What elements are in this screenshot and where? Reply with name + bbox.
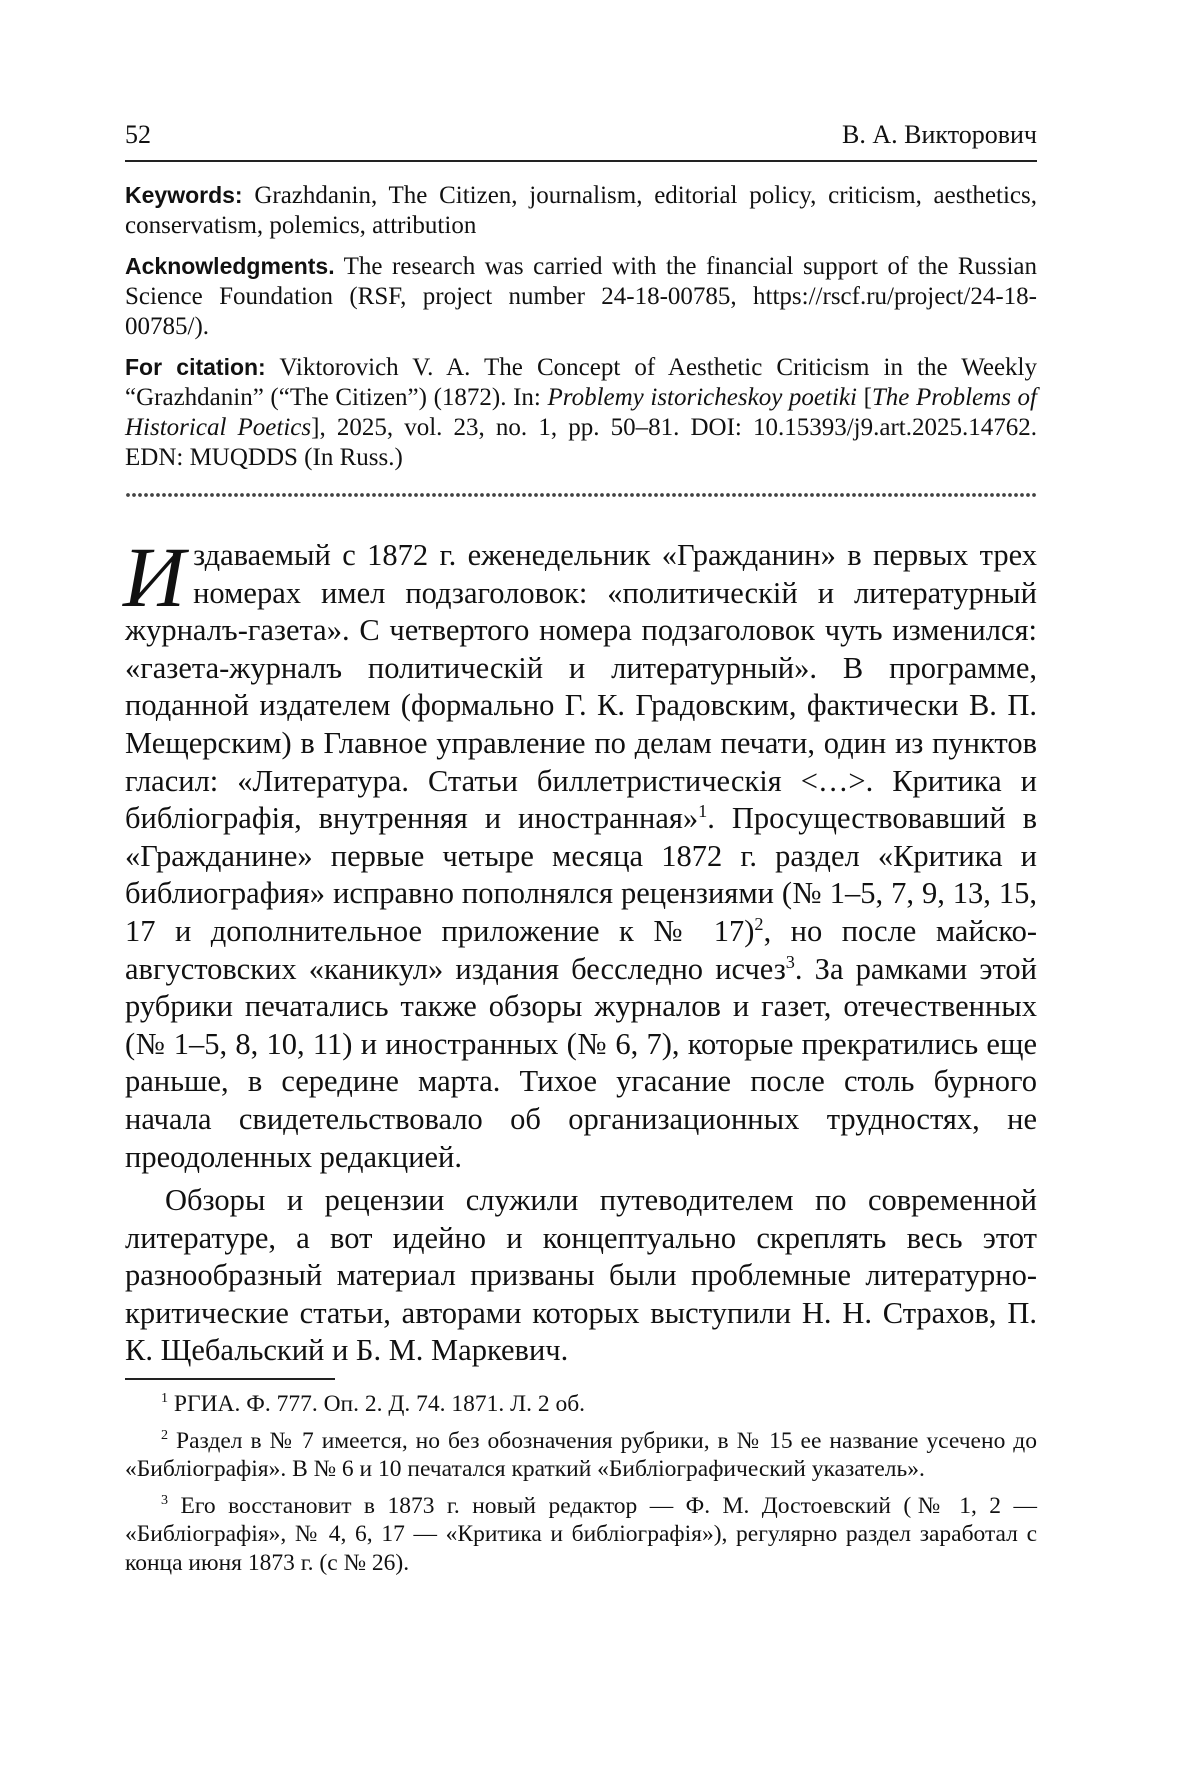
- footnote-1: [125, 1390, 1037, 1419]
- citation-journal: Problemy istoricheskoy poetiki: [547, 384, 857, 411]
- running-head: [125, 120, 1037, 162]
- citation: [125, 352, 1037, 473]
- citation-bracket: [: [856, 384, 872, 411]
- paragraph-1-part-a: здаваемый с 1872 г. еженедельник «Гражданин» в первых трех номерах имел подзаголовок: «политическiй и литературный журналъ-газета». С четвертого номера подзаголовок чуть изменился: «газета-журналъ политическiй и литературный». В программе, поданной издателем (формально Г. К. Градовским, фактически В. П. Мещерским) в Главное управление по делам печати, один из пунктов гласил: «Литература. Статьи биллетристическiя <…>. Критика и библiографiя, внутренняя и иностранная»: [125, 538, 1037, 836]
- footnotes: [125, 1390, 1037, 1577]
- acknowledgments-text: The research was carried with the financial support of the Russian Science Foundation (RSF, project number 24-18-00785, https://rscf.ru/project/24-18-00785/).: [125, 253, 1037, 340]
- footnote-ref-2[interactable]: 2: [754, 913, 764, 934]
- keywords-text: Grazhdanin, The Citizen, journalism, editorial policy, criticism, aesthetics, conservatism, polemics, attribution: [125, 182, 1037, 239]
- paragraph-2: Обзоры и рецензии служили путеводителем по современной литературе, а вот идейно и концептуально скреплять весь этот разнообразный материал призваны были проблемные литературно-критические статьи, авторами которых выступили Н. Н. Страхов, П. К. Щебальский и Б. М. Маркевич.: [125, 1183, 1037, 1368]
- article-metadata: [125, 180, 1037, 473]
- footnote-2: [125, 1427, 1037, 1484]
- citation-text-pre: Viktorovich V. A. The Concept of Aesthetic Criticism in the Weekly “Grazhdanin” (“The Citizen”) (1872). In:: [125, 354, 1037, 411]
- ornamental-divider: [125, 491, 1037, 499]
- paragraph-1: [123, 529, 1038, 1176]
- keywords-label: Keywords:: [125, 182, 243, 208]
- drop-cap: И: [123, 529, 186, 625]
- footnote-text: Раздел в № 7 имеется, но без обозначения рубрики, в № 15 ее название усечено до «Библiографiя». В № 6 и 10 печатался краткий «Библiографический указатель».: [125, 1427, 1037, 1483]
- article-body: [123, 529, 1038, 1370]
- page-number: 52: [125, 120, 151, 149]
- paragraph-1-part-d: . За рамками этой рубрики печатались также обзоры журналов и газет, отечественных (№ 1–5, 8, 10, 11) и иностранных (№ 6, 7), которые прекратились еще раньше, в середине марта. Тихое угасание после столь бурного начала свидетельствовало об организационных трудностях, не преодоленных редакцией.: [125, 951, 1037, 1174]
- footnote-ref-3[interactable]: 3: [785, 951, 795, 972]
- paragraph-1-part-b: . Просуществовавший в «Гражданине» первые четыре месяца 1872 г. раздел «Критика и библиография» исправно пополнялся рецензиями (№ 1–5, 7, 9, 13, 15, 17 и дополнительное приложение к № 17): [125, 801, 1038, 948]
- footnote-number: 1: [161, 1390, 169, 1407]
- journal-page: [125, 120, 1037, 1585]
- footnote-3: [125, 1492, 1037, 1578]
- acknowledgments-label: Acknowledgments.: [125, 253, 335, 279]
- citation-label: For citation:: [125, 354, 266, 380]
- citation-text-post: ], 2025, vol. 23, no. 1, pp. 50–81. DOI: 10.15393/j9.art.2025.14762. EDN: MUQDDS (In Russ.): [125, 414, 1037, 471]
- acknowledgments: [125, 251, 1037, 342]
- running-author: В. А. Викторович: [842, 120, 1037, 149]
- footnote-number: 3: [161, 1491, 169, 1508]
- keywords: [125, 180, 1037, 241]
- footnote-text: РГИА. Ф. 777. Оп. 2. Д. 74. 1871. Л. 2 об.: [168, 1391, 586, 1418]
- footnote-divider: [125, 1378, 335, 1380]
- footnote-ref-1[interactable]: 1: [698, 801, 708, 821]
- paragraph-1-part-c: , но после майско-августовских «каникул» издания бесследно исчез: [125, 913, 1037, 986]
- footnote-number: 2: [161, 1426, 169, 1443]
- citation-journal-en: The Problems of Historical Poetics: [125, 384, 1037, 441]
- footnote-text: Его восстановит в 1873 г. новый редактор — Ф. М. Достоевский (№ 1, 2 — «Библiографiя», № 4, 6, 17 — «Критика и библiографiя»), регулярно раздел заработал с конца июня 1873 г. (с № 26).: [125, 1492, 1037, 1576]
